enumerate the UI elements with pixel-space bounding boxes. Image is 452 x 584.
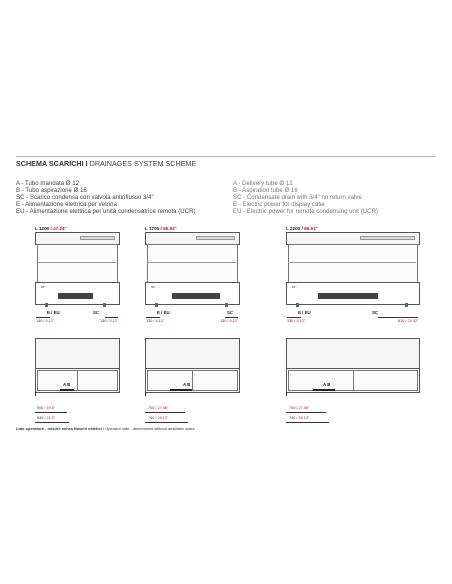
- dimension-line: [225, 317, 238, 318]
- dimension-line: [145, 412, 185, 413]
- eu-connection-label: E / EU: [47, 310, 60, 315]
- rear-dimension-2: 740 / 29.13": [289, 416, 310, 420]
- display-glass: [147, 244, 238, 284]
- legend-item: E - Alimentazione elettrica per vetrina: [16, 201, 117, 209]
- foot: [155, 303, 158, 307]
- model-label: L 1700 / 66.93": [145, 226, 177, 231]
- sc-dimension: 130 / 5.12": [100, 319, 119, 323]
- dimension-tick: [145, 392, 146, 396]
- controller-display: 88°: [292, 285, 297, 289]
- rear-door-right: [192, 370, 238, 391]
- dimension-line: [286, 412, 326, 413]
- dimension-line: [146, 317, 160, 318]
- legend-item: EU - Alimentazione elettrica per unità condensatrice remota (UCR): [16, 208, 196, 216]
- rear-door-left: [37, 370, 78, 391]
- legend-item: A - Tubo mandata Ø 12: [16, 180, 80, 187]
- controller-display: 88°: [151, 285, 156, 289]
- display-glass: [37, 244, 118, 284]
- sc-connection-label: SC: [372, 310, 379, 315]
- legend-item: SC - Scarico condensa con valvola antiriflusso 3/4": [16, 194, 154, 202]
- legend-item: B - Aspiration tube Ø 16: [233, 187, 298, 195]
- operator-side-note: Lato operatore - misure senza fianchi estetici I Operator side - dimensions without aesthetic sides: [16, 426, 195, 431]
- legend-item: A - Delivery tube Ø 12: [233, 180, 293, 187]
- dimension-tick: [35, 392, 36, 396]
- rear-dimension-1: 700 / 27.56": [148, 406, 169, 410]
- eu-dimension: 130 / 5.12": [287, 319, 306, 323]
- legend-item: EU - Electric power for remote condensing unit (UCR): [233, 208, 378, 216]
- ab-connection-label: A B: [183, 382, 191, 387]
- base-vent: [318, 293, 378, 299]
- foot: [45, 303, 48, 307]
- legend-italian: [16, 180, 196, 215]
- legend-item: E - Electric power for display case: [233, 201, 325, 209]
- title-rule: [16, 156, 436, 157]
- foot: [225, 303, 228, 307]
- model-label: L 2200 / 86.61": [286, 226, 318, 231]
- rear-door-right: [77, 370, 118, 391]
- shelf-line: [37, 262, 116, 263]
- pipe-connection: [313, 389, 335, 391]
- rear-door-left: [288, 370, 354, 391]
- legend-item: B - Tubo aspirazione Ø 16: [16, 187, 87, 195]
- ab-connection-label: A B: [323, 382, 331, 387]
- shelf-line: [288, 262, 416, 263]
- dimension-line: [36, 317, 50, 318]
- dimension-line: [35, 412, 67, 413]
- controller-display: 88°: [41, 285, 46, 289]
- rear-view-top: [145, 338, 240, 370]
- section-title: [16, 159, 196, 168]
- display-glass: [288, 244, 418, 284]
- eu-connection-label: E / EU: [298, 310, 311, 315]
- shelf-line: [147, 262, 236, 263]
- dimension-line: [145, 422, 188, 423]
- dimension-tick: [286, 392, 287, 396]
- sc-dimension: 610 / 24.02": [398, 319, 419, 323]
- ab-connection-label: A B: [63, 382, 71, 387]
- rear-view-top: [35, 338, 120, 370]
- base-vent: [58, 293, 93, 299]
- dimension-line: [105, 317, 118, 318]
- eu-dimension: 130 / 5.12": [146, 319, 165, 323]
- rear-door-right: [353, 370, 418, 391]
- sc-connection-label: SC: [227, 310, 234, 315]
- legend-english: [233, 180, 378, 215]
- pipe-connection: [170, 389, 192, 391]
- section-title-bold: SCHEMA SCARICHI I: [16, 159, 88, 168]
- sc-dimension: 130 / 5.12": [220, 319, 239, 323]
- pipe-connection: [60, 389, 74, 391]
- section-title-normal: DRAINAGES SYSTEM SCHEME: [87, 159, 197, 168]
- rear-dimension-1: 700 / 27.56": [289, 406, 310, 410]
- rear-dimension-2: 740 / 29.13": [148, 416, 169, 420]
- foot: [405, 303, 408, 307]
- model-label: L 1200 / 47.24": [35, 226, 67, 231]
- dimension-line: [378, 317, 418, 318]
- legend-item: SC - Condensate drain with 3/4" no return valve: [233, 194, 362, 202]
- foot: [296, 303, 299, 307]
- eu-connection-label: E / EU: [157, 310, 170, 315]
- foot: [103, 303, 106, 307]
- rear-dimension-2: 540 / 21.3": [37, 416, 56, 420]
- rear-view-top: [286, 338, 420, 370]
- dimension-line: [287, 317, 301, 318]
- rear-door-left: [147, 370, 193, 391]
- eu-dimension: 130 / 5.12": [36, 319, 55, 323]
- dimension-line: [35, 422, 69, 423]
- rear-dimension-1: 500 / 19.6": [37, 406, 56, 410]
- base-vent: [172, 293, 220, 299]
- sc-connection-label: SC: [93, 310, 100, 315]
- dimension-line: [286, 422, 329, 423]
